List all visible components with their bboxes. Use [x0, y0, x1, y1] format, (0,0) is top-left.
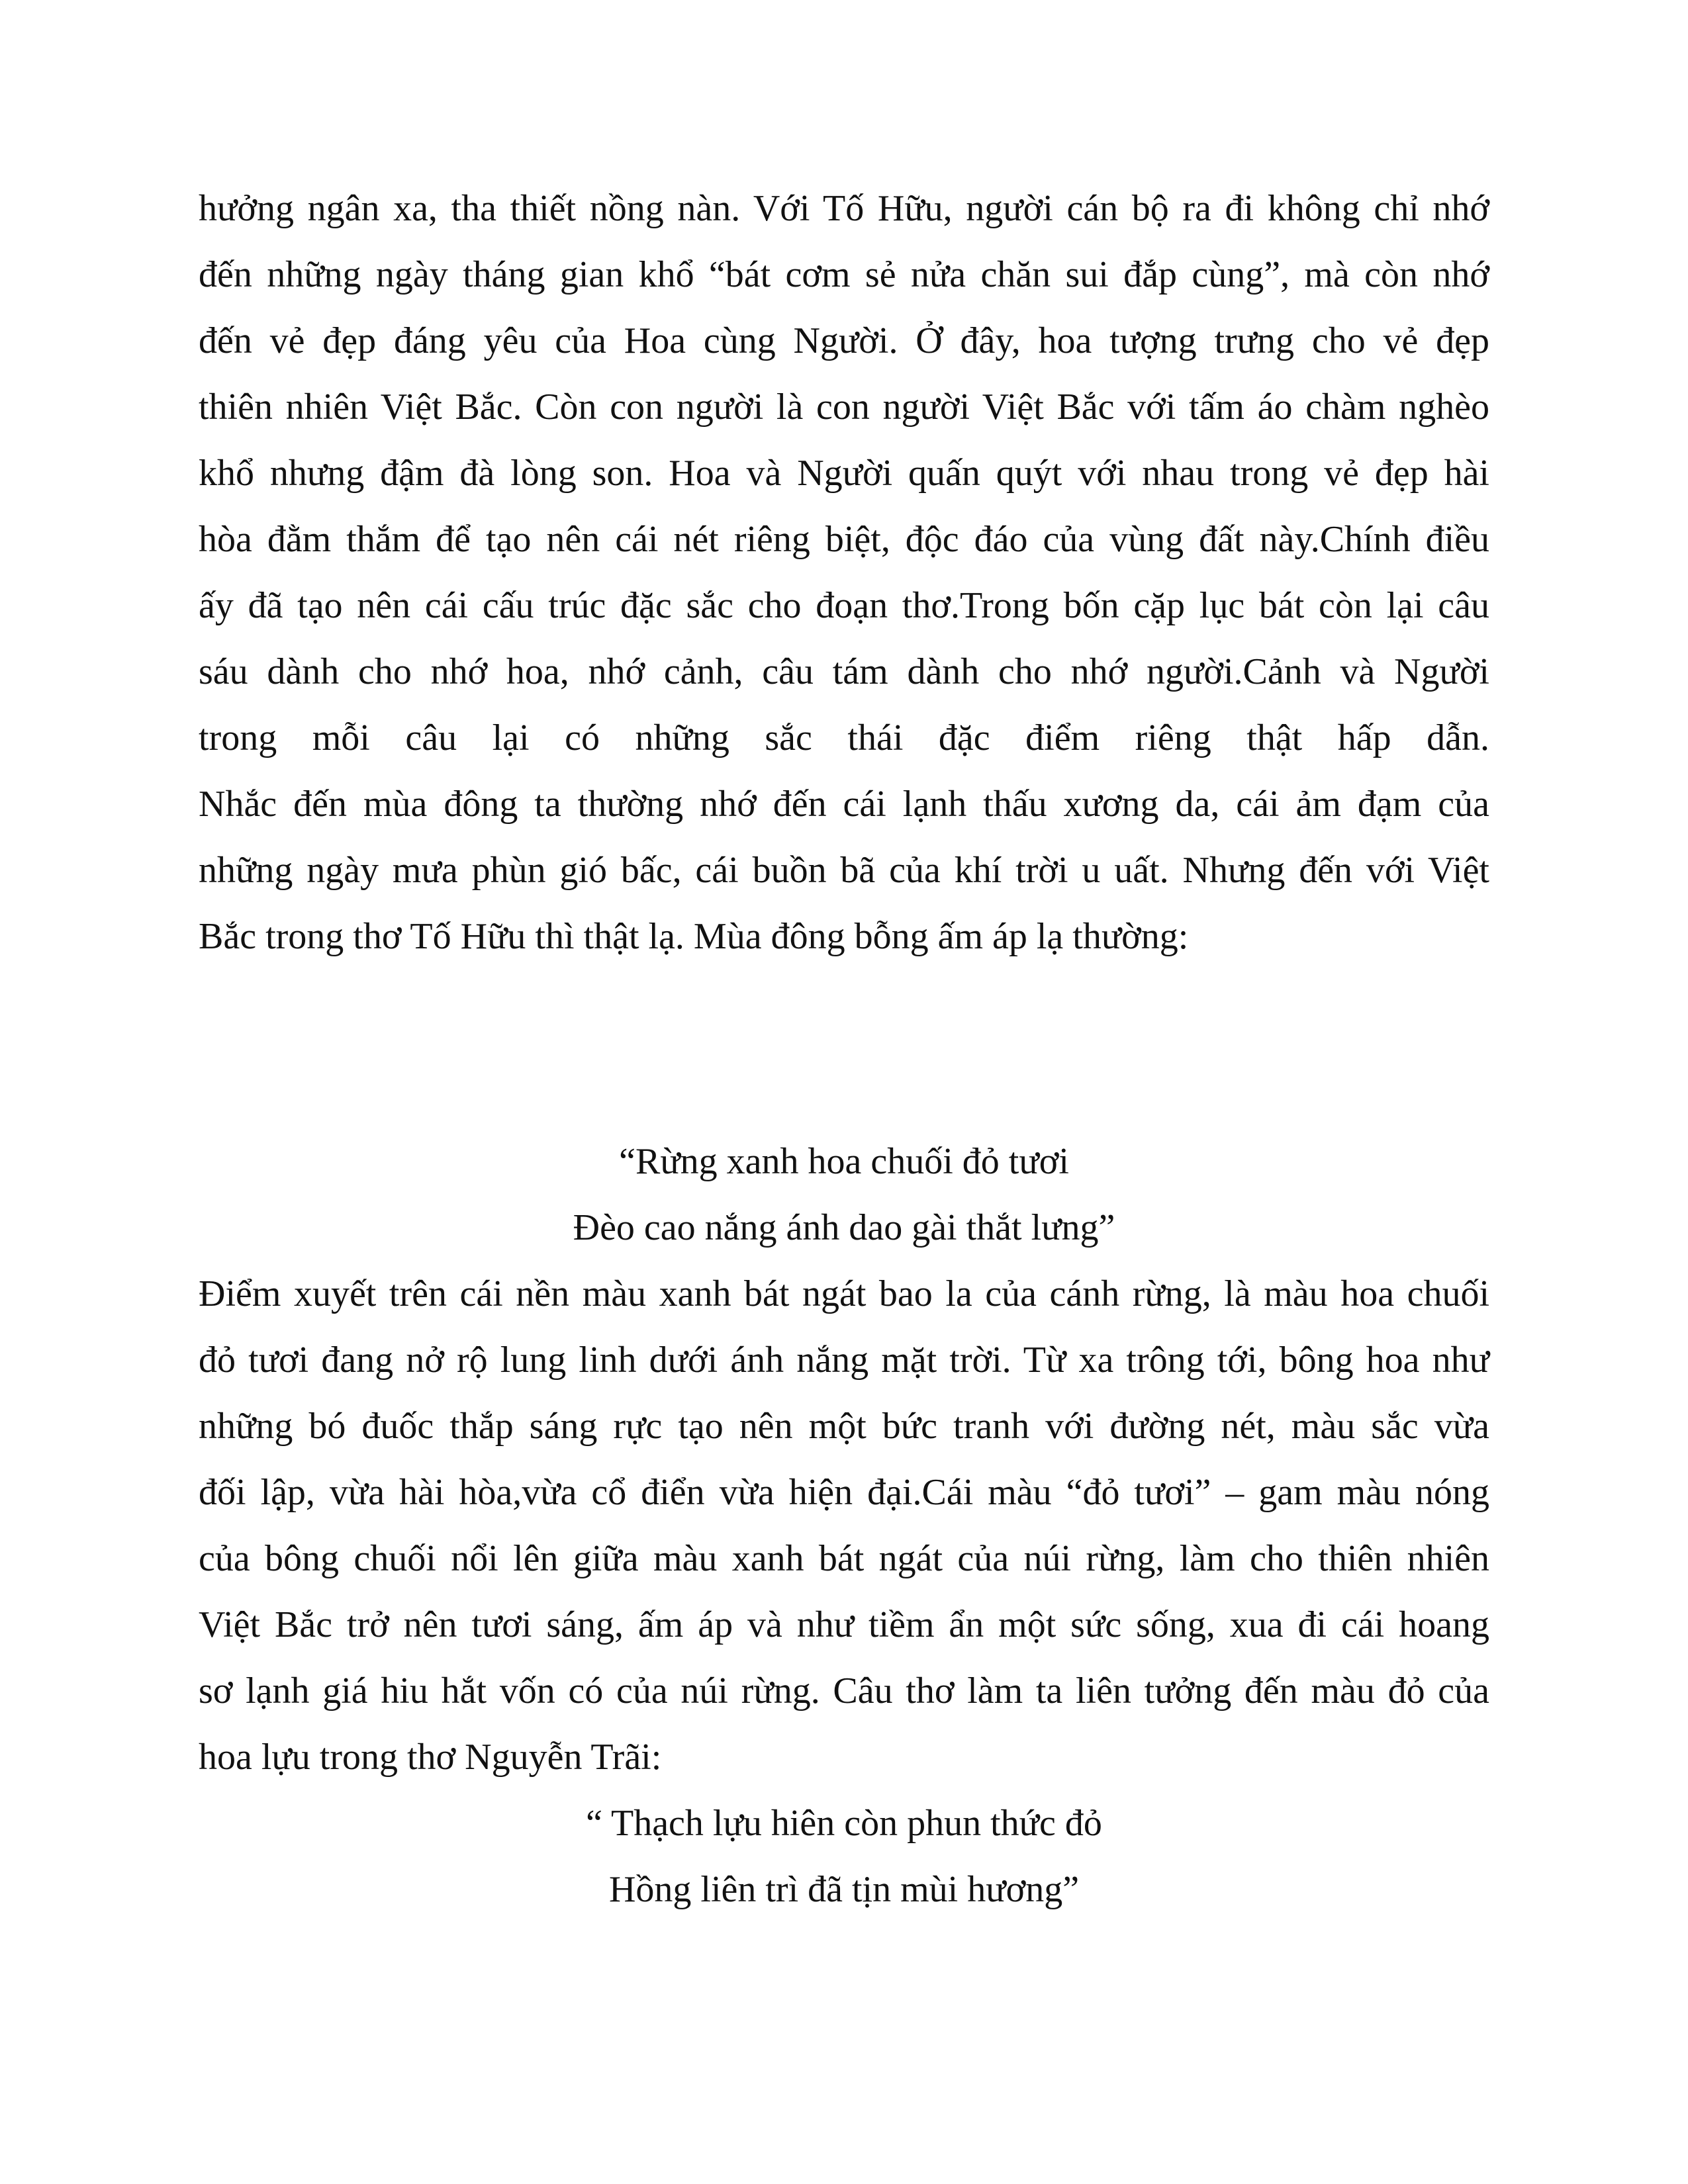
- paragraph-line: thiên nhiên Việt Bắc. Còn con người là con người Việt Bắc với tấm áo chàm nghèo: [199, 387, 1489, 428]
- paragraph-line: sáu dành cho nhớ hoa, nhớ cảnh, câu tám dành cho nhớ người.Cảnh và Người: [199, 651, 1489, 692]
- paragraph-line: Việt Bắc trở nên tươi sáng, ấm áp và như tiềm ẩn một sức sống, xua đi cái hoang: [199, 1604, 1489, 1645]
- paragraph-line: hoa lựu trong thơ Nguyễn Trãi:: [199, 1737, 662, 1778]
- paragraph-line: đỏ tươi đang nở rộ lung linh dưới ánh nắng mặt trời. Từ xa trông tới, bông hoa như: [199, 1340, 1489, 1381]
- paragraph-line: đến những ngày tháng gian khổ “bát cơm sẻ nửa chăn sui đắp cùng”, mà còn nhớ: [199, 254, 1489, 295]
- paragraph-line: Nhắc đến mùa đông ta thường nhớ đến cái lạnh thấu xương da, cái ảm đạm của: [199, 784, 1489, 825]
- paragraph-line: đến vẻ đẹp đáng yêu của Hoa cùng Người. Ở đây, hoa tượng trưng cho vẻ đẹp: [199, 320, 1489, 361]
- paragraph-line: Bắc trong thơ Tố Hữu thì thật lạ. Mùa đông bỗng ấm áp lạ thường:: [199, 916, 1189, 957]
- paragraph-line: ấy đã tạo nên cái cấu trúc đặc sắc cho đoạn thơ.Trong bốn cặp lục bát còn lại câu: [199, 585, 1489, 626]
- paragraph-line: của bông chuối nổi lên giữa màu xanh bát ngát của núi rừng, làm cho thiên nhiên: [199, 1538, 1489, 1579]
- poem-quote-line: Hồng liên trì đã tịn mùi hương”: [608, 1869, 1080, 1910]
- paragraph-line: những bó đuốc thắp sáng rực tạo nên một bức tranh với đường nét, màu sắc vừa: [199, 1406, 1489, 1447]
- paragraph-line: hòa đằm thắm để tạo nên cái nét riêng biệt, độc đáo của vùng đất này.Chính điều: [199, 519, 1489, 560]
- poem-quote-line: Đèo cao nắng ánh dao gài thắt lưng”: [573, 1207, 1115, 1248]
- paragraph-line: hưởng ngân xa, tha thiết nồng nàn. Với Tố Hữu, người cán bộ ra đi không chỉ nhớ: [199, 188, 1489, 229]
- poem-quote-line: “ Thạch lựu hiên còn phun thức đỏ: [586, 1803, 1102, 1844]
- paragraph-line: khổ nhưng đậm đà lòng son. Hoa và Người quấn quýt với nhau trong vẻ đẹp hài: [199, 453, 1489, 494]
- paragraph-line: đối lập, vừa hài hòa,vừa cổ điển vừa hiện đại.Cái màu “đỏ tươi” – gam màu nóng: [199, 1472, 1489, 1513]
- poem-quote-line: “Rừng xanh hoa chuối đỏ tươi: [619, 1141, 1069, 1182]
- paragraph-line: trong mỗi câu lại có những sắc thái đặc điểm riêng thật hấp dẫn.: [199, 717, 1489, 758]
- paragraph-line: những ngày mưa phùn gió bấc, cái buồn bã của khí trời u uất. Nhưng đến với Việt: [199, 850, 1489, 891]
- paragraph-line: Điểm xuyết trên cái nền màu xanh bát ngát bao la của cánh rừng, là màu hoa chuối: [199, 1273, 1489, 1314]
- paragraph-line: sơ lạnh giá hiu hắt vốn có của núi rừng. Câu thơ làm ta liên tưởng đến màu đỏ của: [199, 1670, 1489, 1711]
